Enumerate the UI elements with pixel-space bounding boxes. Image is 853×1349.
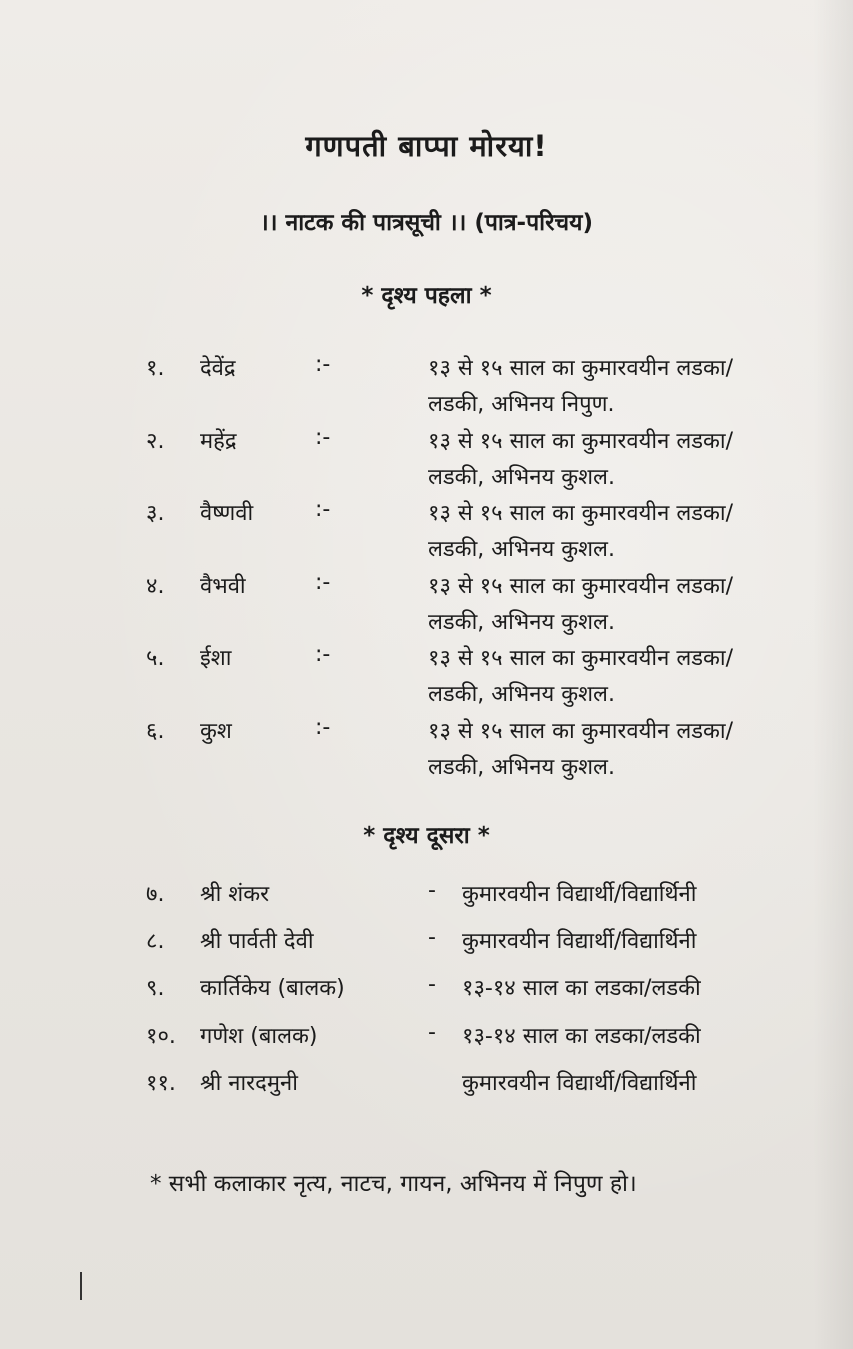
scene-two-heading: * दृश्य दूसरा * [363, 823, 490, 849]
item-number: ८. [146, 929, 165, 954]
description-line-2: लडकी, अभिनय निपुण. [428, 392, 615, 417]
character-name: वैभवी [200, 574, 246, 599]
character-name: गणेश (बालक) [200, 1024, 318, 1049]
item-number: १०. [146, 1024, 176, 1049]
cast-list-heading: ।। नाटक की पात्रसूची ।। (पात्र-परिचय) [260, 210, 593, 236]
description: कुमारवयीन विद्यार्थी/विद्यार्थिनी [462, 1071, 697, 1096]
description-line-2: लडकी, अभिनय कुशल. [428, 610, 615, 635]
character-name: ईशा [200, 646, 232, 671]
page-fold-shadow [813, 0, 853, 1349]
description-line-1: १३ से १५ साल का कुमारवयीन लडका/ [428, 719, 734, 744]
item-number: ७. [146, 882, 165, 907]
description-line-1: १३ से १५ साल का कुमारवयीन लडका/ [428, 646, 734, 671]
description: १३-१४ साल का लडका/लडकी [462, 1024, 701, 1049]
item-number: ५. [146, 646, 165, 671]
description-line-2: लडकी, अभिनय कुशल. [428, 682, 615, 707]
item-number: ९. [146, 976, 165, 1001]
character-name: कार्तिकेय (बालक) [200, 976, 345, 1001]
margin-mark [80, 1272, 82, 1300]
description: कुमारवयीन विद्यार्थी/विद्यार्थिनी [462, 929, 697, 954]
description-line-1: १३ से १५ साल का कुमारवयीन लडका/ [428, 429, 734, 454]
character-name: देवेंद्र [200, 356, 236, 381]
separator: :- [315, 570, 331, 595]
separator: :- [315, 497, 331, 522]
item-number: २. [146, 429, 165, 454]
separator: - [428, 1020, 436, 1045]
description-line-1: १३ से १५ साल का कुमारवयीन लडका/ [428, 356, 734, 381]
page-title: गणपती बाप्पा मोरया! [305, 129, 548, 163]
character-name: महेंद्र [200, 429, 237, 454]
separator: - [428, 925, 436, 950]
separator: - [428, 878, 436, 903]
description-line-2: लडकी, अभिनय कुशल. [428, 755, 615, 780]
character-name: कुश [200, 719, 232, 744]
character-name: श्री पार्वती देवी [200, 929, 314, 954]
description: १३-१४ साल का लडका/लडकी [462, 976, 701, 1001]
description-line-1: १३ से १५ साल का कुमारवयीन लडका/ [428, 501, 734, 526]
separator: :- [315, 425, 331, 450]
item-number: १. [146, 356, 165, 381]
description-line-2: लडकी, अभिनय कुशल. [428, 465, 615, 490]
character-name: श्री शंकर [200, 882, 270, 907]
separator: :- [315, 642, 331, 667]
description-line-2: लडकी, अभिनय कुशल. [428, 537, 615, 562]
item-number: ६. [146, 719, 165, 744]
scene-one-heading: * दृश्य पहला * [361, 283, 492, 309]
character-name: श्री नारदमुनी [200, 1071, 298, 1096]
description-line-1: १३ से १५ साल का कुमारवयीन लडका/ [428, 574, 734, 599]
footer-note: * सभी कलाकार नृत्य, नाटच, गायन, अभिनय में निपुण हो। [150, 1171, 637, 1197]
character-name: वैष्णवी [200, 501, 254, 526]
item-number: ११. [146, 1071, 176, 1096]
item-number: ३. [146, 501, 165, 526]
separator: - [428, 972, 436, 997]
description: कुमारवयीन विद्यार्थी/विद्यार्थिनी [462, 882, 697, 907]
separator: :- [315, 352, 331, 377]
item-number: ४. [146, 574, 165, 599]
separator: :- [315, 715, 331, 740]
